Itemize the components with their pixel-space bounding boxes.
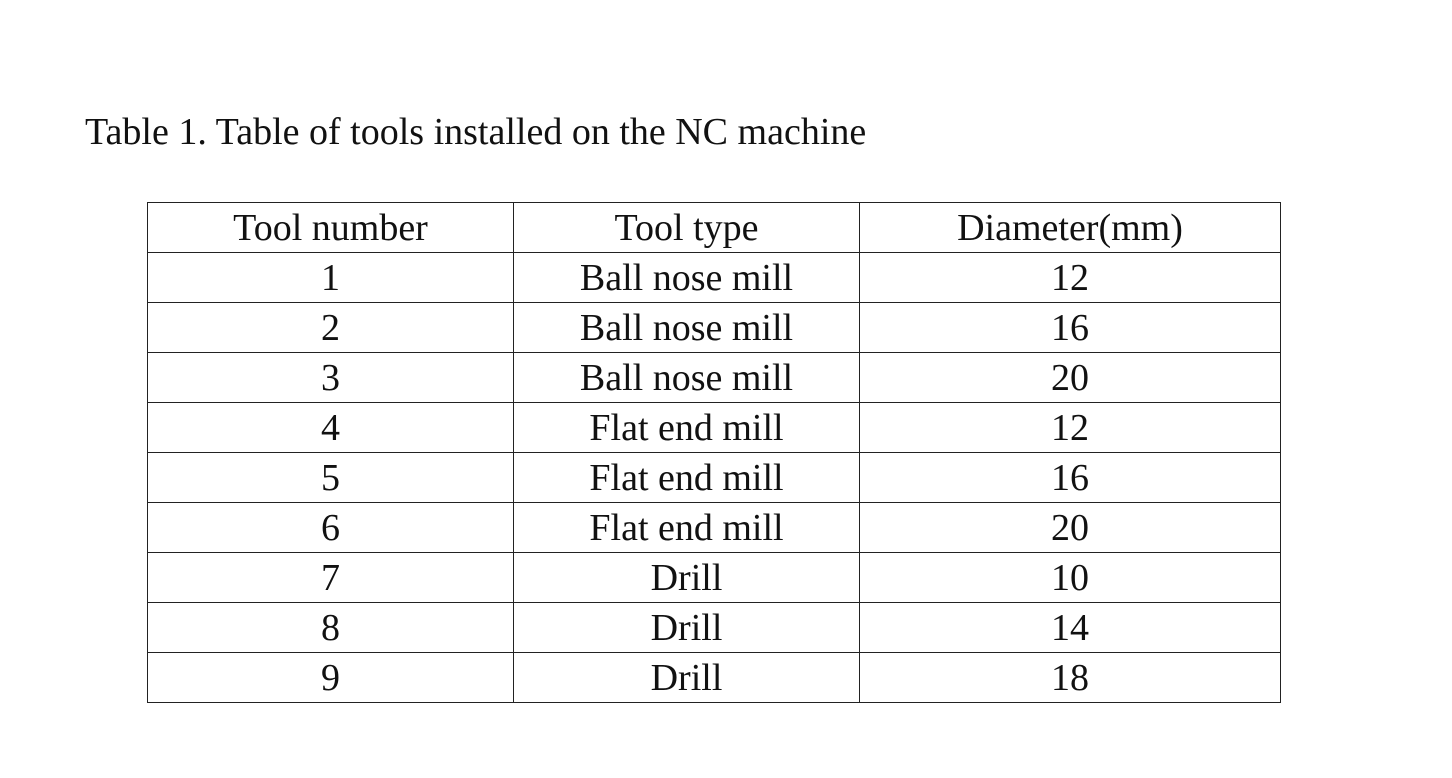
table-row xyxy=(148,403,1281,453)
table-row xyxy=(148,453,1281,503)
cell-tool-number: 4 xyxy=(148,403,514,453)
cell-tool-number: 9 xyxy=(148,653,514,703)
header-tool-number: Tool number xyxy=(148,203,514,253)
cell-tool-type: Ball nose mill xyxy=(514,303,860,353)
cell-diameter: 16 xyxy=(860,453,1281,503)
cell-tool-type: Drill xyxy=(514,653,860,703)
table-row xyxy=(148,653,1281,703)
cell-diameter: 20 xyxy=(860,503,1281,553)
cell-tool-type: Flat end mill xyxy=(514,403,860,453)
cell-tool-number: 1 xyxy=(148,253,514,303)
cell-diameter: 18 xyxy=(860,653,1281,703)
table-row xyxy=(148,353,1281,403)
cell-tool-number: 3 xyxy=(148,353,514,403)
table-caption: Table 1. Table of tools installed on the NC machine xyxy=(85,111,867,153)
cell-tool-number: 7 xyxy=(148,553,514,603)
cell-diameter: 16 xyxy=(860,303,1281,353)
table-row xyxy=(148,553,1281,603)
cell-tool-number: 6 xyxy=(148,503,514,553)
cell-tool-number: 5 xyxy=(148,453,514,503)
cell-tool-number: 8 xyxy=(148,603,514,653)
table-row xyxy=(148,503,1281,553)
tools-table xyxy=(147,202,1281,703)
table-row xyxy=(148,253,1281,303)
cell-tool-type: Flat end mill xyxy=(514,453,860,503)
cell-tool-type: Drill xyxy=(514,553,860,603)
table-row xyxy=(148,303,1281,353)
cell-diameter: 12 xyxy=(860,403,1281,453)
cell-tool-type: Flat end mill xyxy=(514,503,860,553)
cell-tool-number: 2 xyxy=(148,303,514,353)
cell-tool-type: Drill xyxy=(514,603,860,653)
cell-diameter: 14 xyxy=(860,603,1281,653)
header-diameter: Diameter(mm) xyxy=(860,203,1281,253)
header-tool-type: Tool type xyxy=(514,203,860,253)
cell-tool-type: Ball nose mill xyxy=(514,353,860,403)
cell-diameter: 20 xyxy=(860,353,1281,403)
table-header-row xyxy=(148,203,1281,253)
cell-tool-type: Ball nose mill xyxy=(514,253,860,303)
cell-diameter: 10 xyxy=(860,553,1281,603)
table-row xyxy=(148,603,1281,653)
cell-diameter: 12 xyxy=(860,253,1281,303)
